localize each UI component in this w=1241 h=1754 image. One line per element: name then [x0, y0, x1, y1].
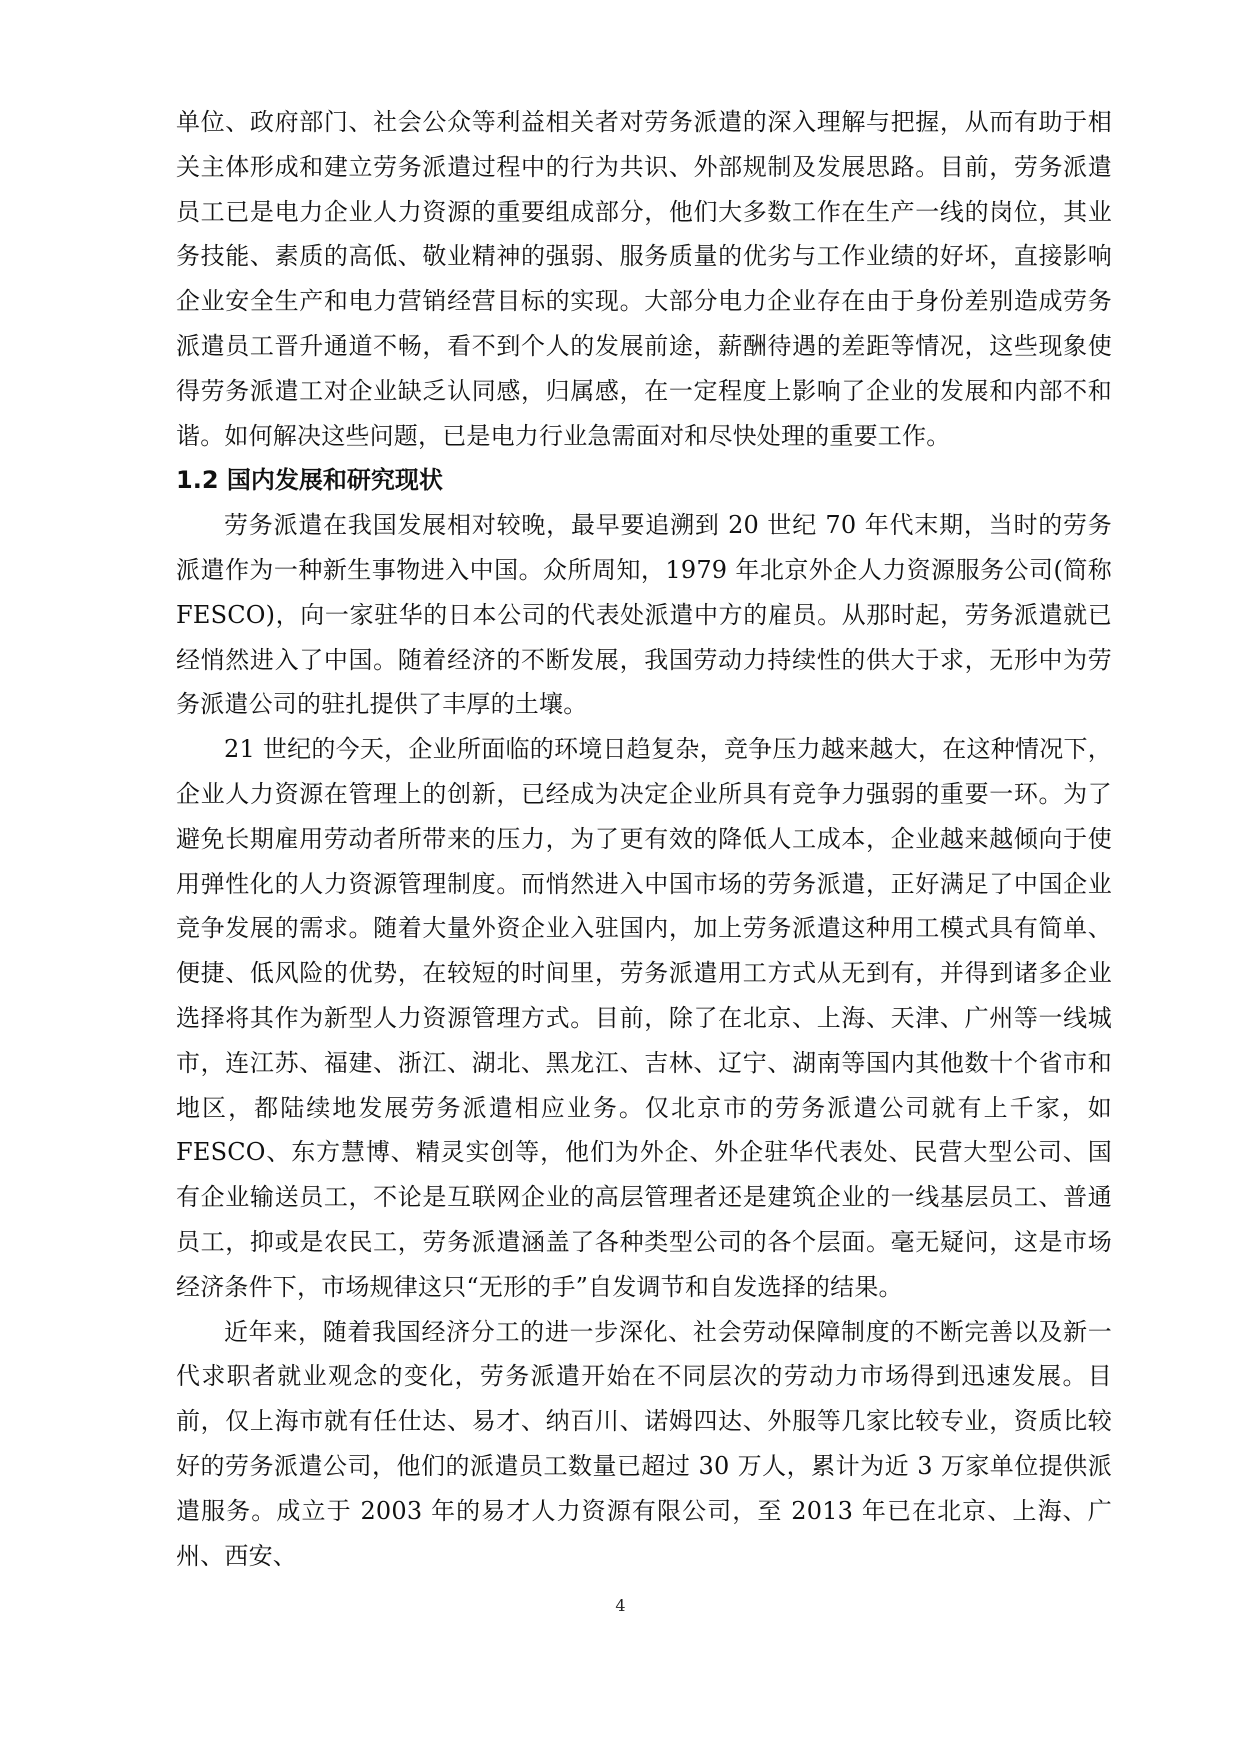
paragraph-3: 近年来，随着我国经济分工的进一步深化、社会劳动保障制度的不断完善以及新一代求职者就业观念的变化，劳务派遣开始在不同层次的劳动力市场得到迅速发展。目前，仅上海市就有任仕达、易才、纳百川、诺姆四达、外服等几家比较专业，资质比较好的劳务派遣公司，他们的派遣员工数量已超过 30 万人，累计为近 3 万家单位提供派遣服务。成立于 2003 年的易才人力资源有限公司，至 2013 年已在北京、上海、广州、西安、: [176, 1317, 1112, 1570]
paragraph-continuation: 单位、政府部门、社会公众等利益相关者对劳务派遣的深入理解与把握，从而有助于相关主体形成和建立劳务派遣过程中的行为共识、外部规制及发展思路。目前，劳务派遣员工已是电力企业人力资源的重要组成部分，他们大多数工作在生产一线的岗位，其业务技能、素质的高低、敬业精神的强弱、服务质量的优劣与工作业绩的好坏，直接影响企业安全生产和电力营销经营目标的实现。大部分电力企业存在由于身份差别造成劳务派遣员工晋升通道不畅，看不到个人的发展前途，薪酬待遇的差距等情况，这些现象使得劳务派遣工对企业缺乏认同感，归属感，在一定程度上影响了企业的发展和内部不和谐。如何解决这些问题，已是电力行业急需面对和尽快处理的重要工作。: [176, 108, 1112, 450]
page-number: 4: [615, 1596, 626, 1615]
section-heading: 1.2 国内发展和研究现状: [176, 466, 443, 495]
paragraph-1: 劳务派遣在我国发展相对较晚，最早要追溯到 20 世纪 70 年代末期，当时的劳务派遣作为一种新生事物进入中国。众所周知，1979 年北京外企人力资源服务公司(简称FESCO)，向一家驻华的日本公司的代表处派遣中方的雇员。从那时起，劳务派遣就已经悄然进入了中国。随着经济的不断发展，我国劳动力持续性的供大于求，无形中为劳务派遣公司的驻扎提供了丰厚的土壤。: [176, 511, 1112, 719]
document-page: [176, 100, 1112, 1578]
paragraph-2: 21 世纪的今天，企业所面临的环境日趋复杂，竞争压力越来越大，在这种情况下，企业人力资源在管理上的创新，已经成为决定企业所具有竞争力强弱的重要一环。为了避免长期雇用劳动者所带来的压力，为了更有效的降低人工成本，企业越来越倾向于使用弹性化的人力资源管理制度。而悄然进入中国市场的劳务派遣，正好满足了中国企业竞争发展的需求。随着大量外资企业入驻国内，加上劳务派遣这种用工模式具有简单、便捷、低风险的优势，在较短的时间里，劳务派遣用工方式从无到有，并得到诸多企业选择将其作为新型人力资源管理方式。目前，除了在北京、上海、天津、广州等一线城市，连江苏、福建、浙江、湖北、黑龙江、吉林、辽宁、湖南等国内其他数十个省市和地区，都陆续地发展劳务派遣相应业务。仅北京市的劳务派遣公司就有上千家，如FESCO、东方慧博、精灵实创等，他们为外企、外企驻华代表处、民营大型公司、国有企业输送员工，不论是互联网企业的高层管理者还是建筑企业的一线基层员工、普通员工，抑或是农民工，劳务派遣涵盖了各种类型公司的各个层面。毫无疑问，这是市场经济条件下，市场规律这只“无形的手”自发调节和自发选择的结果。: [176, 735, 1112, 1301]
